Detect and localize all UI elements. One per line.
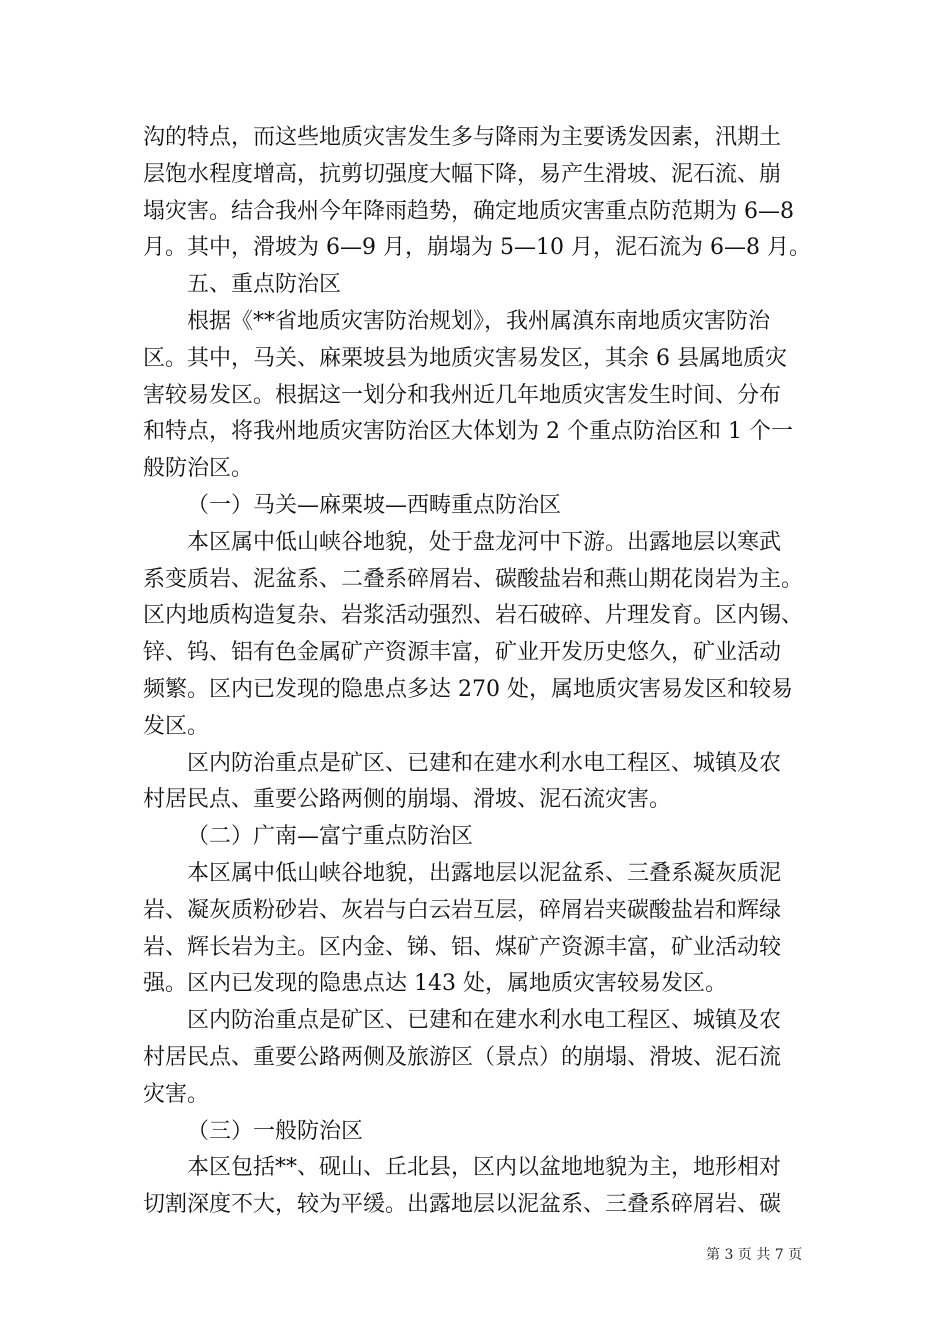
text-line: 沟的特点，而这些地质灾害发生多与降雨为主要诱发因素，汛期土 — [143, 125, 782, 150]
text-line: 般防治区。 — [143, 456, 254, 482]
paragraph — [143, 1003, 831, 1113]
text-line: 害较易发区。根据这一划分和我州近几年地质灾害发生时间、分布 — [143, 382, 782, 408]
text-line: 岩、辉长岩为主。区内金、锑、铝、煤矿产资源丰富，矿业活动较 — [143, 934, 782, 960]
text-line: 和特点，将我州地质灾害防治区大体划为 2 个重点防治区和 1 个一 — [143, 419, 793, 445]
text-line: 本区包括**、砚山、丘北县，区内以盆地地貌为主，地形相对 — [187, 1155, 782, 1181]
paragraph — [143, 525, 831, 746]
text-line: 发区。 — [143, 713, 210, 739]
paragraph — [143, 746, 831, 820]
document-page — [143, 120, 831, 1224]
text-line: 本区属中低山峡谷地貌，出露地层以泥盆系、三叠系凝灰质泥 — [187, 860, 782, 886]
text-line: 区内防治重点是矿区、已建和在建水利水电工程区、城镇及农 — [187, 1008, 782, 1034]
subsection-heading-1: （一）马关—麻栗坡—西畴重点防治区 — [187, 492, 562, 518]
text-line: 区。其中，马关、麻栗坡县为地质灾害易发区，其余 6 县属地质灾 — [143, 345, 787, 371]
text-line: 区内防治重点是矿区、已建和在建水利水电工程区、城镇及农 — [187, 750, 782, 776]
text-line: 灾害。 — [143, 1081, 210, 1107]
paragraph — [143, 304, 831, 488]
page-footer-number: 第 3 页 共 7 页 — [706, 1247, 803, 1263]
section-heading-key-zones: 五、重点防治区 — [187, 272, 342, 298]
text-line: 层饱水程度增高，抗剪切强度大幅下降，易产生滑坡、泥石流、崩 — [143, 161, 782, 187]
text-line: 频繁。区内已发现的隐患点多达 270 处，属地质灾害易发区和较易 — [143, 676, 793, 702]
text-line: 区内地质构造复杂、岩浆活动强烈、岩石破碎、片理发育。区内锡、 — [143, 603, 804, 629]
text-line: 村居民点、重要公路两侧的崩塌、滑坡、泥石流灾害。 — [143, 787, 672, 813]
text-line: 月。其中，滑坡为 6—9 月，崩塌为 5—10 月，泥石流为 6—8 月。 — [143, 235, 811, 261]
text-line: 村居民点、重要公路两侧及旅游区（景点）的崩塌、滑坡、泥石流 — [143, 1044, 782, 1070]
text-line: 强。区内已发现的隐患点达 143 处，属地质灾害较易发区。 — [143, 971, 727, 997]
text-line: 切割深度不大，较为平缓。出露地层以泥盆系、三叠系碎屑岩、碳 — [143, 1192, 782, 1218]
subsection-heading-3: （三）一般防治区 — [187, 1118, 364, 1144]
text-line: 系变质岩、泥盆系、二叠系碎屑岩、碳酸盐岩和燕山期花岗岩为主。 — [143, 566, 804, 592]
subsection-heading-2: （二）广南—富宁重点防治区 — [187, 824, 474, 850]
text-line: 塌灾害。结合我州今年降雨趋势，确定地质灾害重点防范期为 6—8 — [143, 198, 794, 224]
paragraph — [143, 856, 831, 1003]
text-line: 锌、钨、铝有色金属矿产资源丰富，矿业开发历史悠久，矿业活动 — [143, 640, 782, 666]
paragraph-continued — [143, 120, 831, 267]
text-line: 岩、凝灰质粉砂岩、灰岩与白云岩互层，碎屑岩夹碳酸盐岩和辉绿 — [143, 897, 782, 923]
paragraph — [143, 1150, 831, 1224]
text-line: 本区属中低山峡谷地貌，处于盘龙河中下游。出露地层以寒武 — [187, 529, 782, 555]
text-line: 根据《**省地质灾害防治规划》，我州属滇东南地质灾害防治 — [187, 308, 771, 334]
